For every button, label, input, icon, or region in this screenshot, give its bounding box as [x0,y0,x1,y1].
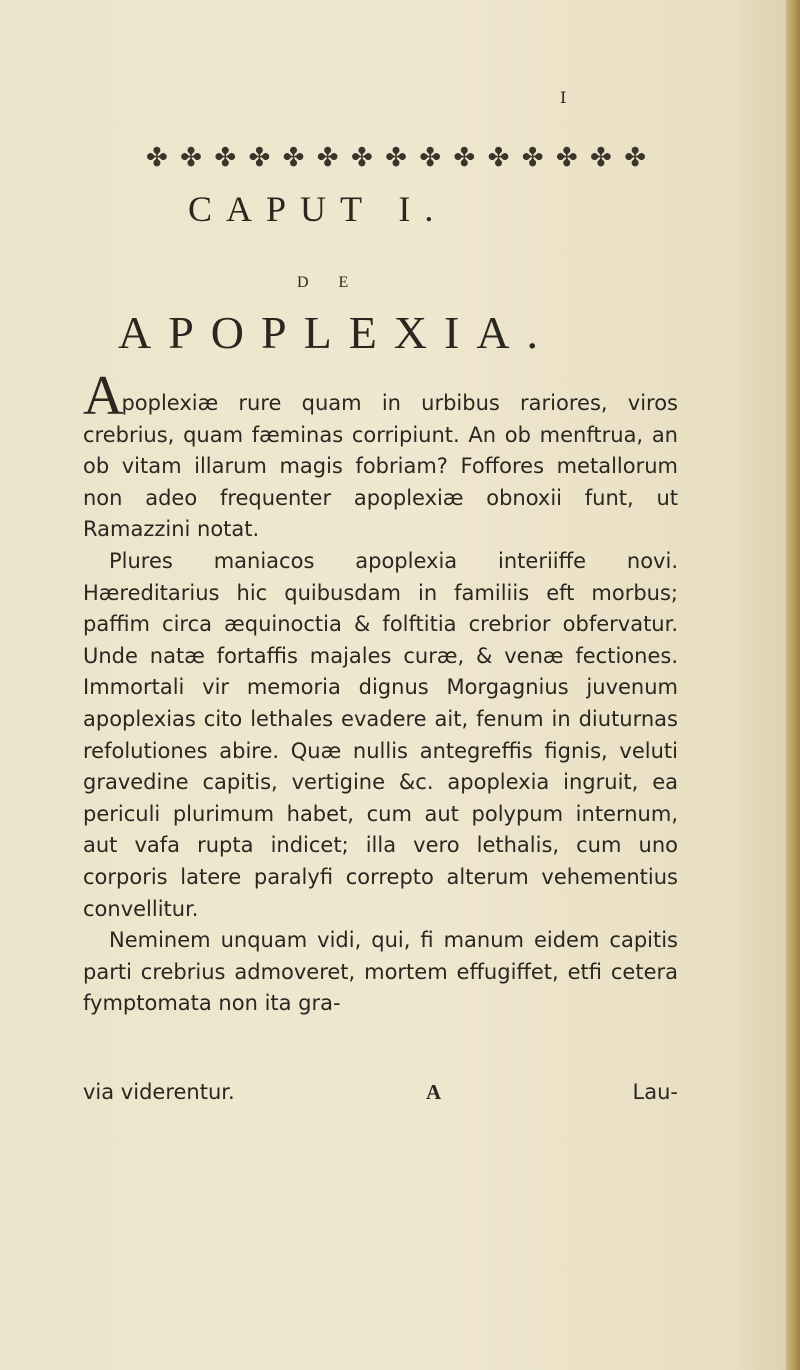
paragraph-3: Neminem unquam vidi, qui, fi manum eidem capitis parti crebrius admoveret, mortem effugiffet, etfi cetera fymptomata non ita gra- [83,928,678,1016]
ornament-icon: ✤ [555,143,578,173]
page-edge [786,0,800,1370]
drop-cap: A [83,365,124,427]
ornament-icon: ✤ [248,143,271,173]
catchword: Lau- [632,1080,678,1104]
paragraph-2: Plures maniacos apoplexia interiiffe novi. Hæreditarius hic quibusdam in familiis eft morbus; paffim circa æquinoctia & folftitia crebrior obfervatur. Unde natæ fortaffis majales curæ, & venæ fectiones. Immortali vir memoria dignus Morgagnius juvenum apoplexias cito lethales evadere ait, fenum in diuturnas refolutiones abire. Quæ nullis antegreffis fignis, veluti gravedine capitis, vertigine &c. apoplexia ingruit, ea periculi plurimum habet, cum aut polypum internum, aut vafa rupta indicet; illa vero lethalis, cum uno corporis latere paralyfi correpto alterum vehementius convellitur. [83,548,678,921]
paragraph-1 [83,365,678,546]
ornament-icon: ✤ [590,143,612,173]
body-text [83,365,678,1020]
ornament-icon: ✤ [521,143,544,173]
ornament-icon: ✤ [146,143,168,173]
ornament-icon: ✤ [316,143,339,173]
ornament-icon: ✤ [624,143,646,173]
signature-mark: A [426,1080,442,1104]
ornament-icon: ✤ [385,143,407,173]
catchword-line [83,1080,678,1105]
ornament-icon: ✤ [419,143,442,173]
ornament-icon: ✤ [350,143,373,173]
ornament-icon: ✤ [214,143,237,173]
subheading-de: DE [297,274,379,291]
last-line-text: via viderentur. [83,1080,235,1104]
ornament-icon: ✤ [453,143,476,173]
ornament-band [146,140,646,176]
chapter-heading: CAPUT I. [188,189,448,229]
ornament-icon: ✤ [180,143,202,173]
ornament-icon: ✤ [282,143,305,173]
ornament-icon: ✤ [487,143,510,173]
paragraph-1-text: poplexiæ rure quam in urbibus rariores, viros crebrius, quam fæminas corripiunt. An ob menftrua, an ob vitam illarum magis fobriam? Foffores metallorum non adeo frequenter apoplexiæ obnoxii funt, ut Ramazzini notat. [83,391,678,542]
page-title: APOPLEXIA. [118,307,556,358]
page-number: I [560,88,567,107]
